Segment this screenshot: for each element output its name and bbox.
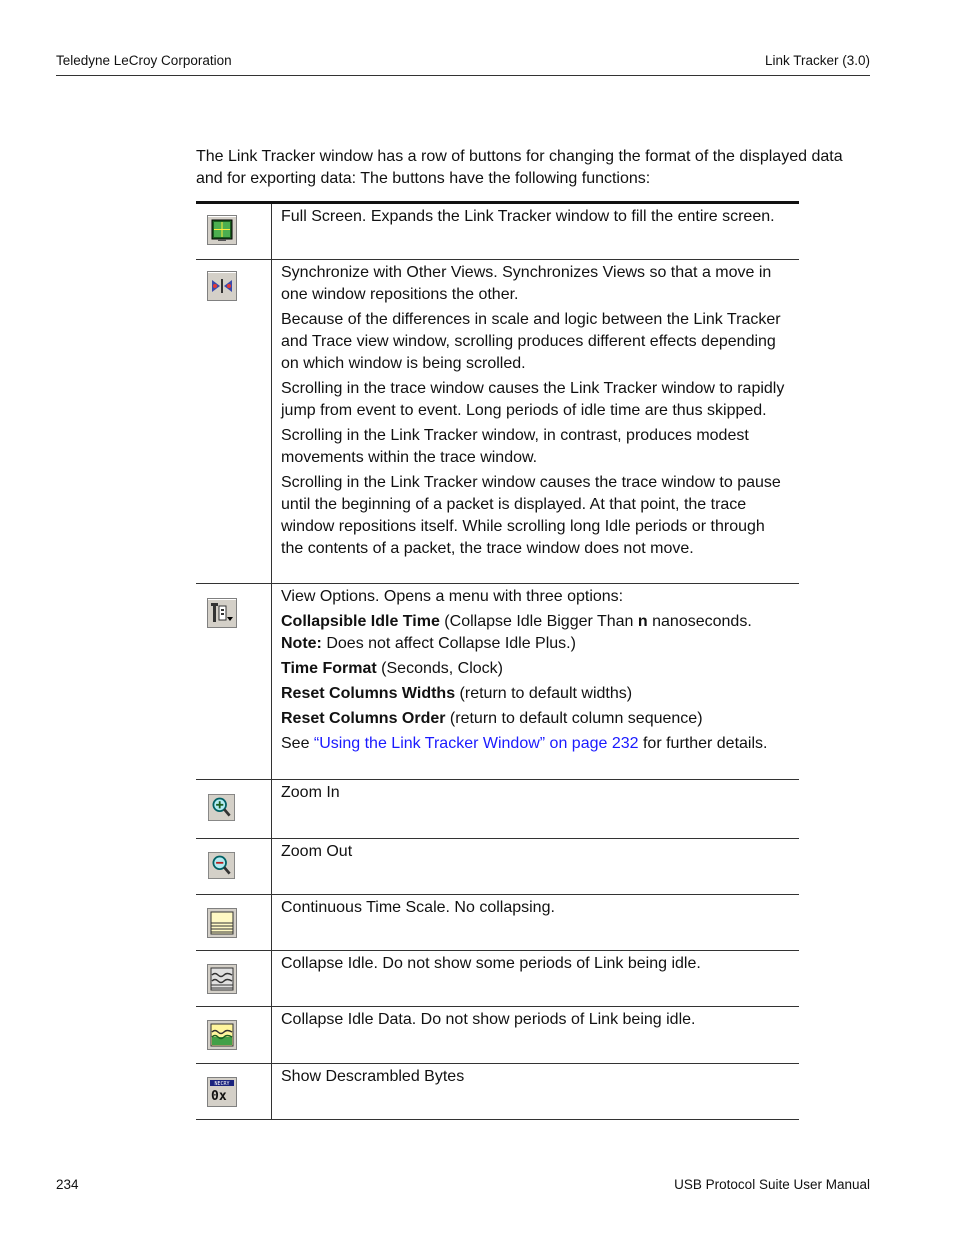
sync-description: Synchronize with Other Views. Synchronizes Views so that a move in one window repositions the other. xyxy=(281,264,772,303)
page-number: 234 xyxy=(56,1177,79,1192)
header-company: Teledyne LeCroy Corporation xyxy=(56,53,232,68)
table-row xyxy=(196,1007,799,1064)
svg-text:0x: 0x xyxy=(211,1089,227,1104)
option-detail: (Seconds, Clock) xyxy=(376,660,503,677)
full-screen-icon[interactable] xyxy=(207,215,237,245)
sync-paragraph-5: Scrolling in the Link Tracker window causes the trace window to pause until the beginning of a packet is displayed. At that point, the trace window repositions itself. While scrolling long Idle periods or through the contents of a packet, the trace window does not move. xyxy=(281,474,781,557)
view-options-icon[interactable] xyxy=(207,598,237,628)
variable-n: n xyxy=(637,613,648,630)
table-row xyxy=(196,260,799,584)
view-options-description: View Options. Opens a menu with three options: xyxy=(281,588,624,605)
intro-paragraph: The Link Tracker window has a row of buttons for changing the format of the displayed data and for exporting data: The buttons have the following functions: xyxy=(196,148,843,187)
table-row xyxy=(196,584,799,780)
full-screen-description: Full Screen. Expands the Link Tracker window to fill the entire screen. xyxy=(281,208,775,225)
collapse-idle-icon[interactable] xyxy=(207,964,237,994)
option-name: Reset Columns Order xyxy=(281,710,446,727)
zoom-in-description: Zoom In xyxy=(281,784,340,801)
footer-manual-title: USB Protocol Suite User Manual xyxy=(674,1177,870,1192)
zoom-out-description: Zoom Out xyxy=(281,843,353,860)
option-name: Collapsible Idle Time xyxy=(281,613,440,630)
see-suffix: for further details. xyxy=(638,735,768,752)
option-detail: (Collapse Idle Bigger Than xyxy=(439,613,638,630)
note-text: Does not affect Collapse Idle Plus.) xyxy=(321,635,576,652)
collapsible-idle-time-option xyxy=(281,611,791,655)
synchronize-icon[interactable] xyxy=(207,271,237,301)
table-row xyxy=(196,951,799,1007)
table-row xyxy=(196,839,799,895)
table-row xyxy=(196,780,799,839)
show-descrambled-bytes-icon[interactable] xyxy=(207,1077,237,1107)
header-section-title: Link Tracker (3.0) xyxy=(764,53,870,68)
collapse-idle-data-icon[interactable] xyxy=(207,1020,237,1050)
reset-columns-order-option xyxy=(281,708,791,730)
option-detail: (return to default column sequence) xyxy=(445,710,703,727)
option-detail: (return to default widths) xyxy=(455,685,633,702)
zoom-in-icon[interactable] xyxy=(208,794,235,821)
see-also-paragraph xyxy=(281,733,791,755)
note-label: Note: xyxy=(281,635,322,652)
table-row xyxy=(196,1064,799,1120)
option-name: Time Format xyxy=(281,660,377,677)
show-descrambled-bytes-description: Show Descrambled Bytes xyxy=(281,1068,465,1085)
option-detail-end: nanoseconds. xyxy=(647,613,752,630)
table-row xyxy=(196,203,799,260)
collapse-idle-description: Collapse Idle. Do not show some periods of Link being idle. xyxy=(281,955,701,972)
continuous-time-scale-icon[interactable] xyxy=(207,908,237,938)
reset-columns-widths-option xyxy=(281,683,791,705)
sync-paragraph-2: Because of the differences in scale and logic between the Link Tracker and Trace view window, scrolling produces different effects depending on which window is being scrolled. xyxy=(281,311,781,372)
sync-paragraph-4: Scrolling in the Link Tracker window, in contrast, produces modest movements within the trace window. xyxy=(281,427,749,466)
table-row xyxy=(196,895,799,951)
time-format-option xyxy=(281,658,791,680)
header-divider xyxy=(56,75,870,76)
zoom-out-icon[interactable] xyxy=(208,852,235,879)
sync-paragraph-3: Scrolling in the trace window causes the Link Tracker window to rapidly jump from event to event. Long periods of idle time are thus skipped. xyxy=(281,380,785,419)
svg-text:NECRY: NECRY xyxy=(214,1081,230,1087)
see-prefix: See xyxy=(281,735,314,752)
button-functions-table xyxy=(196,201,799,1120)
cross-reference-link[interactable]: “Using the Link Tracker Window” on page 232 xyxy=(313,735,639,752)
continuous-time-scale-description: Continuous Time Scale. No collapsing. xyxy=(281,899,555,916)
option-name: Reset Columns Widths xyxy=(281,685,456,702)
collapse-idle-data-description: Collapse Idle Data. Do not show periods of Link being idle. xyxy=(281,1011,696,1028)
